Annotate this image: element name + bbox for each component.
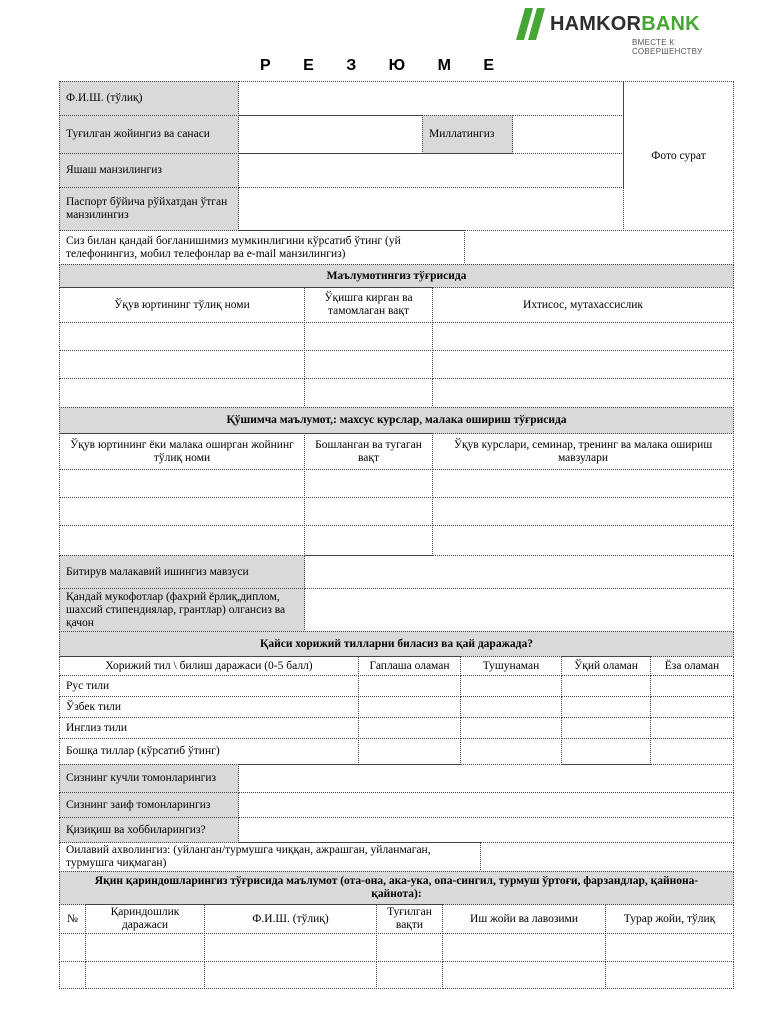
weaknesses-input[interactable]	[238, 792, 734, 818]
rel-col-relation: Қариндошлик даражаси	[85, 904, 205, 934]
birth-input[interactable]	[238, 115, 423, 154]
add-col-topics: Ўқув курслари, семинар, тренинг ва малака ошириш мавзулари	[432, 433, 734, 470]
add-row-2-institution[interactable]	[59, 497, 305, 526]
nationality-input[interactable]	[512, 115, 624, 154]
strengths-input[interactable]	[238, 764, 734, 793]
edu-col-dates: Ўқишга кирган ва тамомлаган вақт	[304, 287, 433, 323]
weaknesses-label: Сизнинг заиф томонларингиз	[59, 792, 239, 818]
additional-header: Қўшимча маълумот,: махсус курслар, малака ошириш тўғрисида	[59, 407, 734, 434]
lang-english-write[interactable]	[650, 717, 734, 739]
relatives-header: Яқин қариндошларингиз тўғрисида маълумот (ота-она, ака-ука, опа-сингил, турмуш ўртоғи, фарзандлар, қайнона-қайнота):	[59, 871, 734, 905]
lang-col-understand: Тушунаман	[460, 656, 562, 676]
add-row-3-topics[interactable]	[432, 525, 734, 556]
lang-russian-understand[interactable]	[460, 675, 562, 697]
rel-row-2-birth[interactable]	[376, 961, 443, 989]
page-title: Р Е З Ю М Е	[259, 57, 509, 74]
logo-wordmark: HAMKORBANK	[550, 13, 700, 35]
hamkorbank-logo	[516, 8, 746, 56]
lang-english-understand[interactable]	[460, 717, 562, 739]
hobbies-input[interactable]	[238, 817, 734, 843]
hobbies-label: Қизиқиш ва хоббиларингиз?	[59, 817, 239, 843]
rel-row-1-birth[interactable]	[376, 933, 443, 962]
education-header: Маълумотингиз тўғрисида	[59, 264, 734, 288]
lang-russian-write[interactable]	[650, 675, 734, 697]
contact-input[interactable]	[464, 230, 734, 265]
rel-col-address: Турар жойи, тўлиқ	[605, 904, 734, 934]
add-row-1-institution[interactable]	[59, 469, 305, 498]
edu-row-2-specialty[interactable]	[432, 350, 734, 379]
address-label: Яшаш манзилингиз	[59, 153, 239, 188]
logo-mark-icon	[516, 8, 546, 40]
lang-uzbek-understand[interactable]	[460, 696, 562, 718]
lang-col-read: Ўқий оламан	[561, 656, 651, 676]
edu-row-1-dates[interactable]	[304, 322, 433, 351]
lang-row-english: Инглиз тили	[59, 717, 359, 739]
add-row-1-dates[interactable]	[304, 469, 433, 498]
nationality-label: Миллатингиз	[422, 115, 513, 154]
lang-row-other: Бошқа тиллар (кўрсатиб ўтинг)	[59, 738, 359, 765]
add-row-1-topics[interactable]	[432, 469, 734, 498]
fio-input[interactable]	[238, 81, 624, 116]
contact-label: Сиз билан қандай боғланишимиз мумкинлигини кўрсатиб ўтинг (уй телефонингиз, мобил телефонлар ва e-mail манзилингиз)	[59, 230, 465, 265]
lang-other-speak[interactable]	[358, 738, 461, 765]
rel-row-1-work[interactable]	[442, 933, 606, 962]
address-input[interactable]	[238, 153, 624, 188]
edu-row-3-dates[interactable]	[304, 378, 433, 408]
add-row-2-topics[interactable]	[432, 497, 734, 526]
rel-row-1-fio[interactable]	[204, 933, 377, 962]
add-col-institution: Ўқув юртининг ёки малака оширган жойнинг тўлиқ номи	[59, 433, 305, 470]
edu-row-1-institution[interactable]	[59, 322, 305, 351]
thesis-label: Битирув малакавий ишингиз мавзуси	[59, 555, 305, 589]
passport-address-label: Паспорт бўйича рўйхатдан ўтган манзилингиз	[59, 187, 239, 231]
lang-other-read[interactable]	[561, 738, 651, 765]
passport-address-input[interactable]	[238, 187, 624, 231]
lang-col-speak: Гаплаша оламан	[358, 656, 461, 676]
rel-row-1-number[interactable]	[59, 933, 86, 962]
awards-input[interactable]	[304, 588, 734, 632]
edu-row-3-specialty[interactable]	[432, 378, 734, 408]
edu-col-specialty: Ихтисос, мутахассислик	[432, 287, 734, 323]
add-row-2-dates[interactable]	[304, 497, 433, 526]
lang-english-read[interactable]	[561, 717, 651, 739]
rel-row-2-relation[interactable]	[85, 961, 205, 989]
rel-row-2-address[interactable]	[605, 961, 734, 989]
edu-row-1-specialty[interactable]	[432, 322, 734, 351]
languages-header: Қайси хорижий тилларни биласиз ва қай даражада?	[59, 631, 734, 657]
marital-input[interactable]	[480, 842, 734, 872]
lang-row-uzbek: Ўзбек тили	[59, 696, 359, 718]
add-row-3-institution[interactable]	[59, 525, 305, 556]
lang-other-write[interactable]	[650, 738, 734, 765]
lang-russian-speak[interactable]	[358, 675, 461, 697]
rel-row-1-relation[interactable]	[85, 933, 205, 962]
edu-row-2-dates[interactable]	[304, 350, 433, 379]
photo-box[interactable]: Фото сурат	[623, 81, 734, 231]
rel-row-2-number[interactable]	[59, 961, 86, 989]
add-col-dates: Бошланган ва тугаган вақт	[304, 433, 433, 470]
lang-uzbek-write[interactable]	[650, 696, 734, 718]
lang-english-speak[interactable]	[358, 717, 461, 739]
rel-col-number: №	[59, 904, 86, 934]
lang-col-write: Ёза оламан	[650, 656, 734, 676]
lang-uzbek-read[interactable]	[561, 696, 651, 718]
lang-uzbek-speak[interactable]	[358, 696, 461, 718]
rel-col-fio: Ф.И.Ш. (тўлиқ)	[204, 904, 377, 934]
lang-russian-read[interactable]	[561, 675, 651, 697]
lang-col-language: Хорижий тил \ билиш даражаси (0-5 балл)	[59, 656, 359, 676]
thesis-input[interactable]	[304, 555, 734, 589]
awards-label: Қандай мукофотлар (фахрий ёрлиқ,диплом, шахсий стипендиялар, грантлар) олгансиз ва қачон	[59, 588, 305, 632]
birth-label: Туғилган жойингиз ва санаси	[59, 115, 239, 154]
rel-col-birth: Туғилган вақти	[376, 904, 443, 934]
edu-row-3-institution[interactable]	[59, 378, 305, 408]
strengths-label: Сизнинг кучли томонларингиз	[59, 764, 239, 793]
logo-slogan: ВМЕСТЕ К СОВЕРШЕНСТВУ	[632, 38, 703, 56]
rel-col-work: Иш жойи ва лавозими	[442, 904, 606, 934]
lang-other-understand[interactable]	[460, 738, 562, 765]
edu-row-2-institution[interactable]	[59, 350, 305, 379]
rel-row-1-address[interactable]	[605, 933, 734, 962]
edu-col-institution: Ўқув юртининг тўлиқ номи	[59, 287, 305, 323]
rel-row-2-fio[interactable]	[204, 961, 377, 989]
fio-label: Ф.И.Ш. (тўлиқ)	[59, 81, 239, 116]
rel-row-2-work[interactable]	[442, 961, 606, 989]
add-row-3-dates[interactable]	[304, 525, 433, 556]
marital-label: Оилавий ахволингиз: (уйланган/турмушга чиққан, ажрашган, уйланмаган, турмушга чиқмаган)	[59, 842, 481, 872]
lang-row-russian: Рус тили	[59, 675, 359, 697]
